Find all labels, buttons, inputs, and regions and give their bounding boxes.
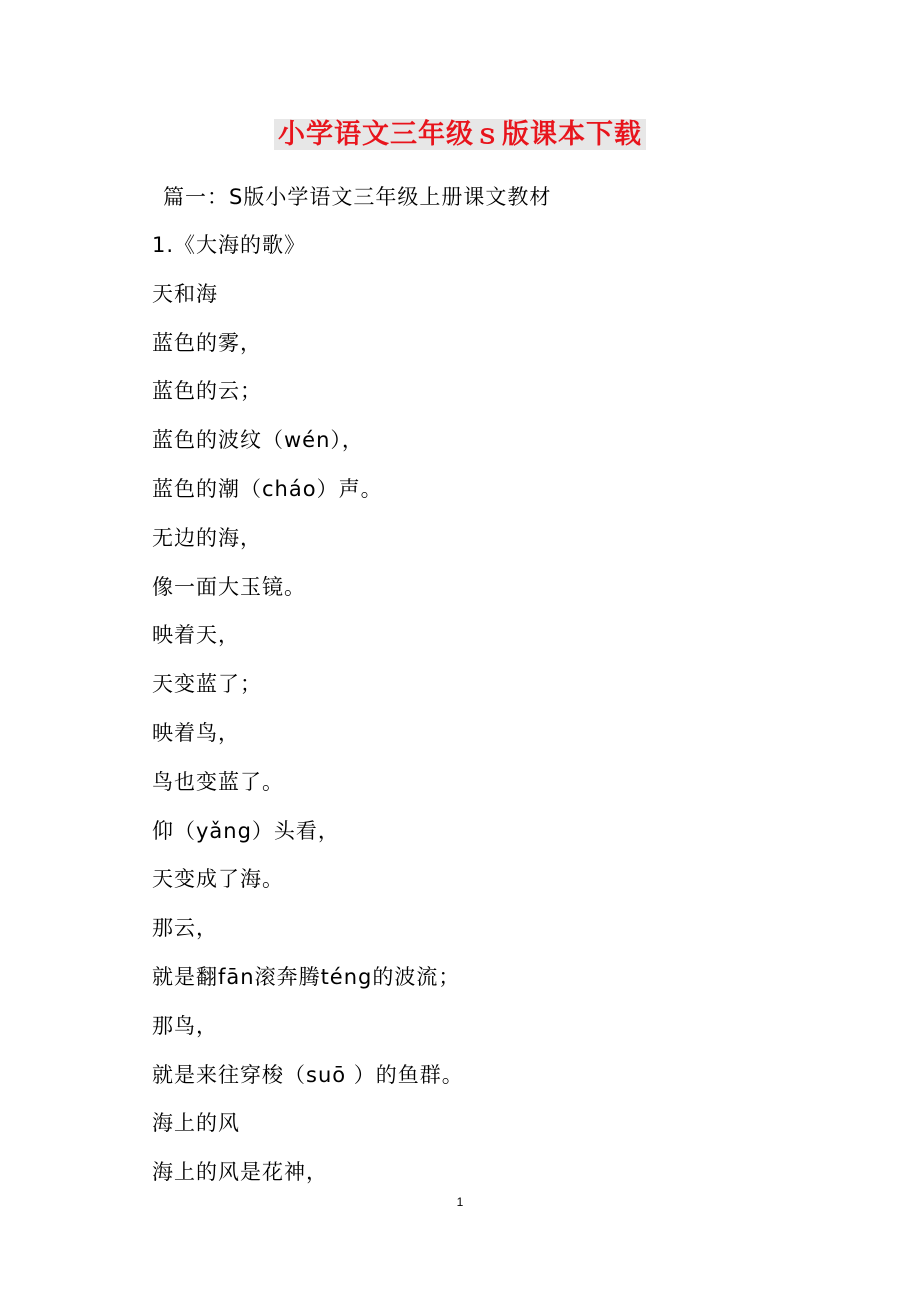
document-title-text: 小学语文三年级ｓ版课本下载	[274, 119, 646, 150]
text-line: 鸟也变蓝了。	[152, 769, 284, 794]
text-line: 就是来往穿梭（suō ）的鱼群。	[152, 1062, 464, 1087]
text-line: 就是翻fān滚奔腾téng的波流；	[152, 964, 461, 989]
document-title	[0, 113, 920, 157]
text-line: 那云，	[152, 916, 218, 941]
text-line: 海上的风	[152, 1111, 240, 1136]
text-line: 映着鸟，	[152, 720, 240, 745]
section-heading: 篇一：S版小学语文三年级上册课文教材	[163, 185, 552, 209]
text-line: 1.《大海的歌》	[152, 233, 307, 257]
text-line: 映着天，	[152, 623, 240, 648]
text-body	[152, 228, 852, 1204]
text-line: 蓝色的云；	[152, 379, 262, 404]
text-line: 天变蓝了；	[152, 672, 262, 697]
text-line: 蓝色的波纹（wén），	[152, 428, 364, 453]
text-line: 无边的海，	[152, 525, 262, 550]
text-line: 天变成了海。	[152, 867, 284, 892]
text-line: 那鸟，	[152, 1013, 218, 1038]
text-line: 蓝色的潮（cháo）声。	[152, 476, 383, 501]
text-line: 天和海	[152, 281, 218, 306]
text-line: 蓝色的雾，	[152, 330, 262, 355]
text-line: 像一面大玉镜。	[152, 574, 306, 599]
text-line: 海上的风是花神，	[152, 1160, 328, 1185]
text-line: 仰（yǎng）头看，	[152, 818, 340, 843]
page-number: 1	[456, 1195, 464, 1209]
